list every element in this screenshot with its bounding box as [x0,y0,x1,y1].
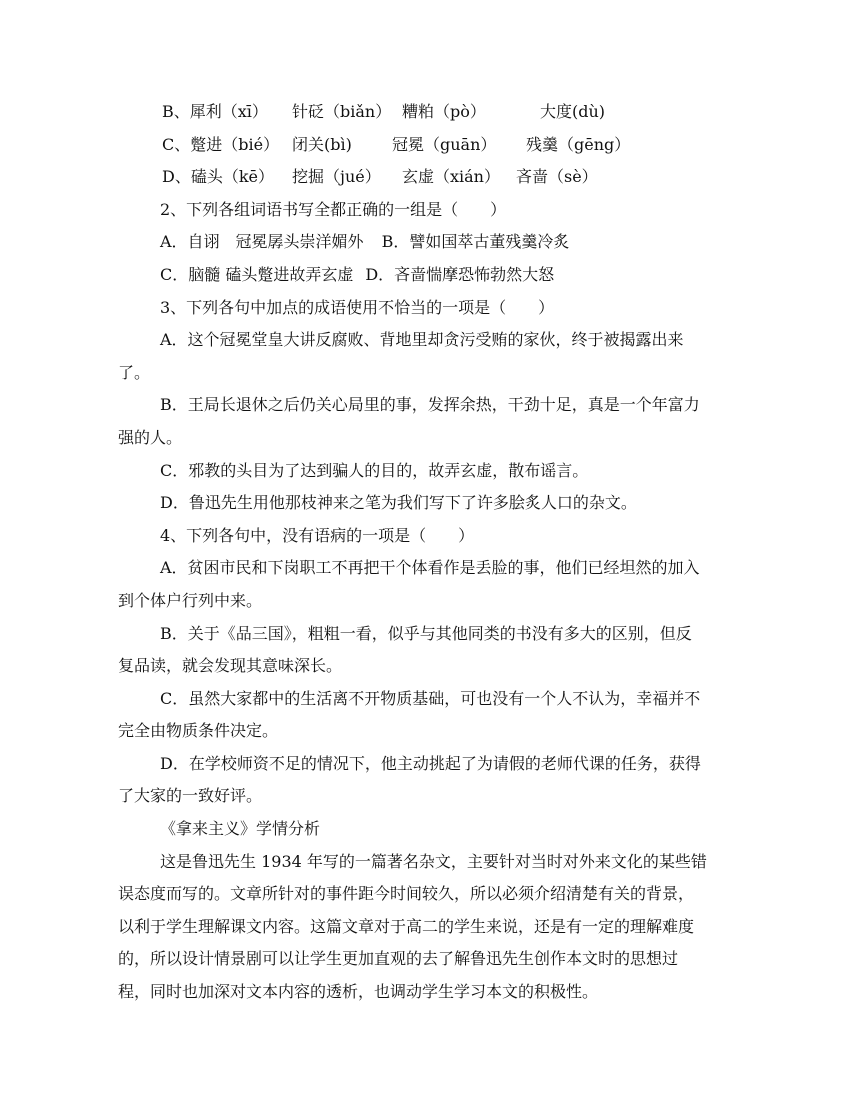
q3-stem: 3、下列各句中加点的成语使用不恰当的一项是（ ） [160,297,555,317]
q1-option-b-row [118,96,738,129]
q4-option-a-line1: A．贫困市民和下岗职工不再把干个体看作是丢脸的事，他们已经坦然的加入 [160,558,700,578]
q1-d-item-2: 挖掘（jué） [292,167,381,187]
q1-d-item-4: 吝啬（sè） [516,167,598,187]
q1-b-item-4: 大度(dù) [540,102,606,121]
analysis-line-2: 误态度而写的。文章所针对的事件距今时间较久，所以必须介绍清楚有关的背景， [118,884,695,904]
document-body [118,96,738,1009]
q3-option-d: D．鲁迅先生用他那枝神来之笔为我们写下了许多脍炙人口的杂文。 [160,493,637,513]
analysis-line-5: 程，同时也加深对文本内容的透析，也调动学生学习本文的积极性。 [118,982,599,1002]
q1-option-c-row [118,129,738,162]
q3-option-a-line1: A．这个冠冕堂皇大讲反腐败、背地里却贪污受贿的家伙，终于被揭露出来 [160,330,684,350]
q1-b-item-3: 糟粕（pò） [402,102,486,121]
q2-stem: 2、下列各组词语书写全都正确的一组是（ ） [160,199,507,219]
q1-option-d-row [118,161,738,194]
q4-option-a-line2: 到个体户行列中来。 [118,590,263,610]
q1-d-item-3: 玄虚（xián） [402,167,500,187]
q1-c-item-1: C、蹩进（bié） [162,134,280,154]
q4-option-b-line1: B．关于《品三国》，粗粗一看，似乎与其他同类的书没有多大的区别，但反 [160,623,692,643]
analysis-heading: 《拿来主义》学情分析 [160,819,321,839]
q1-c-item-4: 残羹（gēng） [526,134,631,154]
q4-option-b-line2: 复品读，就会发现其意味深长。 [118,656,343,676]
q2-options-ab [118,226,738,259]
q3-option-b-line2: 强的人。 [118,427,183,447]
q3-option-a-line2: 了。 [118,362,151,382]
q4-option-c-line2: 完全由物质条件决定。 [118,721,279,741]
q4-stem: 4、下列各句中，没有语病的一项是（ ） [160,525,475,545]
analysis-line-4: 的，所以设计情景剧可以让学生更加直观的去了解鲁迅先生创作本文时的思想过 [118,949,679,969]
q4-option-d-line1: D．在学校师资不足的情况下，他主动挑起了为请假的老师代课的任务，获得 [160,753,701,773]
q1-b-item-1: B、犀利（xī） [162,102,268,121]
q3-option-c: C．邪教的头目为了达到骗人的目的，故弄玄虚，散布谣言。 [160,460,589,480]
q1-d-item-1: D、磕头（kē） [162,167,274,187]
q2-option-a: A．自诩 冠冕孱头崇洋媚外 [160,232,364,252]
q3-option-b-line1: B．王局长退休之后仍关心局里的事，发挥余热，干劲十足，真是一个年富力 [160,395,700,415]
q2-option-d: D．吝啬惴摩恐怖勃然大怒 [365,264,555,284]
q4-option-c-line1: C．虽然大家都中的生活离不开物质基础，可也没有一个人不认为，幸福并不 [160,688,701,708]
analysis-line-1: 这是鲁迅先生 1934 年写的一篇著名杂文，主要针对当时对外来文化的某些错 [160,851,707,871]
q2-options-cd [118,259,738,292]
q2-option-c: C．脑髓 磕头蹩进故弄玄虚 [160,264,354,284]
q4-option-d-line2: 了大家的一致好评。 [118,786,263,806]
analysis-line-3: 以利于学生理解课文内容。这篇文章对于高二的学生来说，还是有一定的理解难度 [118,916,695,936]
q1-c-item-2: 闭关(bì) [292,134,352,154]
q1-b-item-2: 针砭（biǎn） [292,102,392,121]
q2-option-b: B．譬如国萃古董残羹冷炙 [381,232,570,252]
q1-c-item-3: 冠冕（guān） [392,134,497,154]
